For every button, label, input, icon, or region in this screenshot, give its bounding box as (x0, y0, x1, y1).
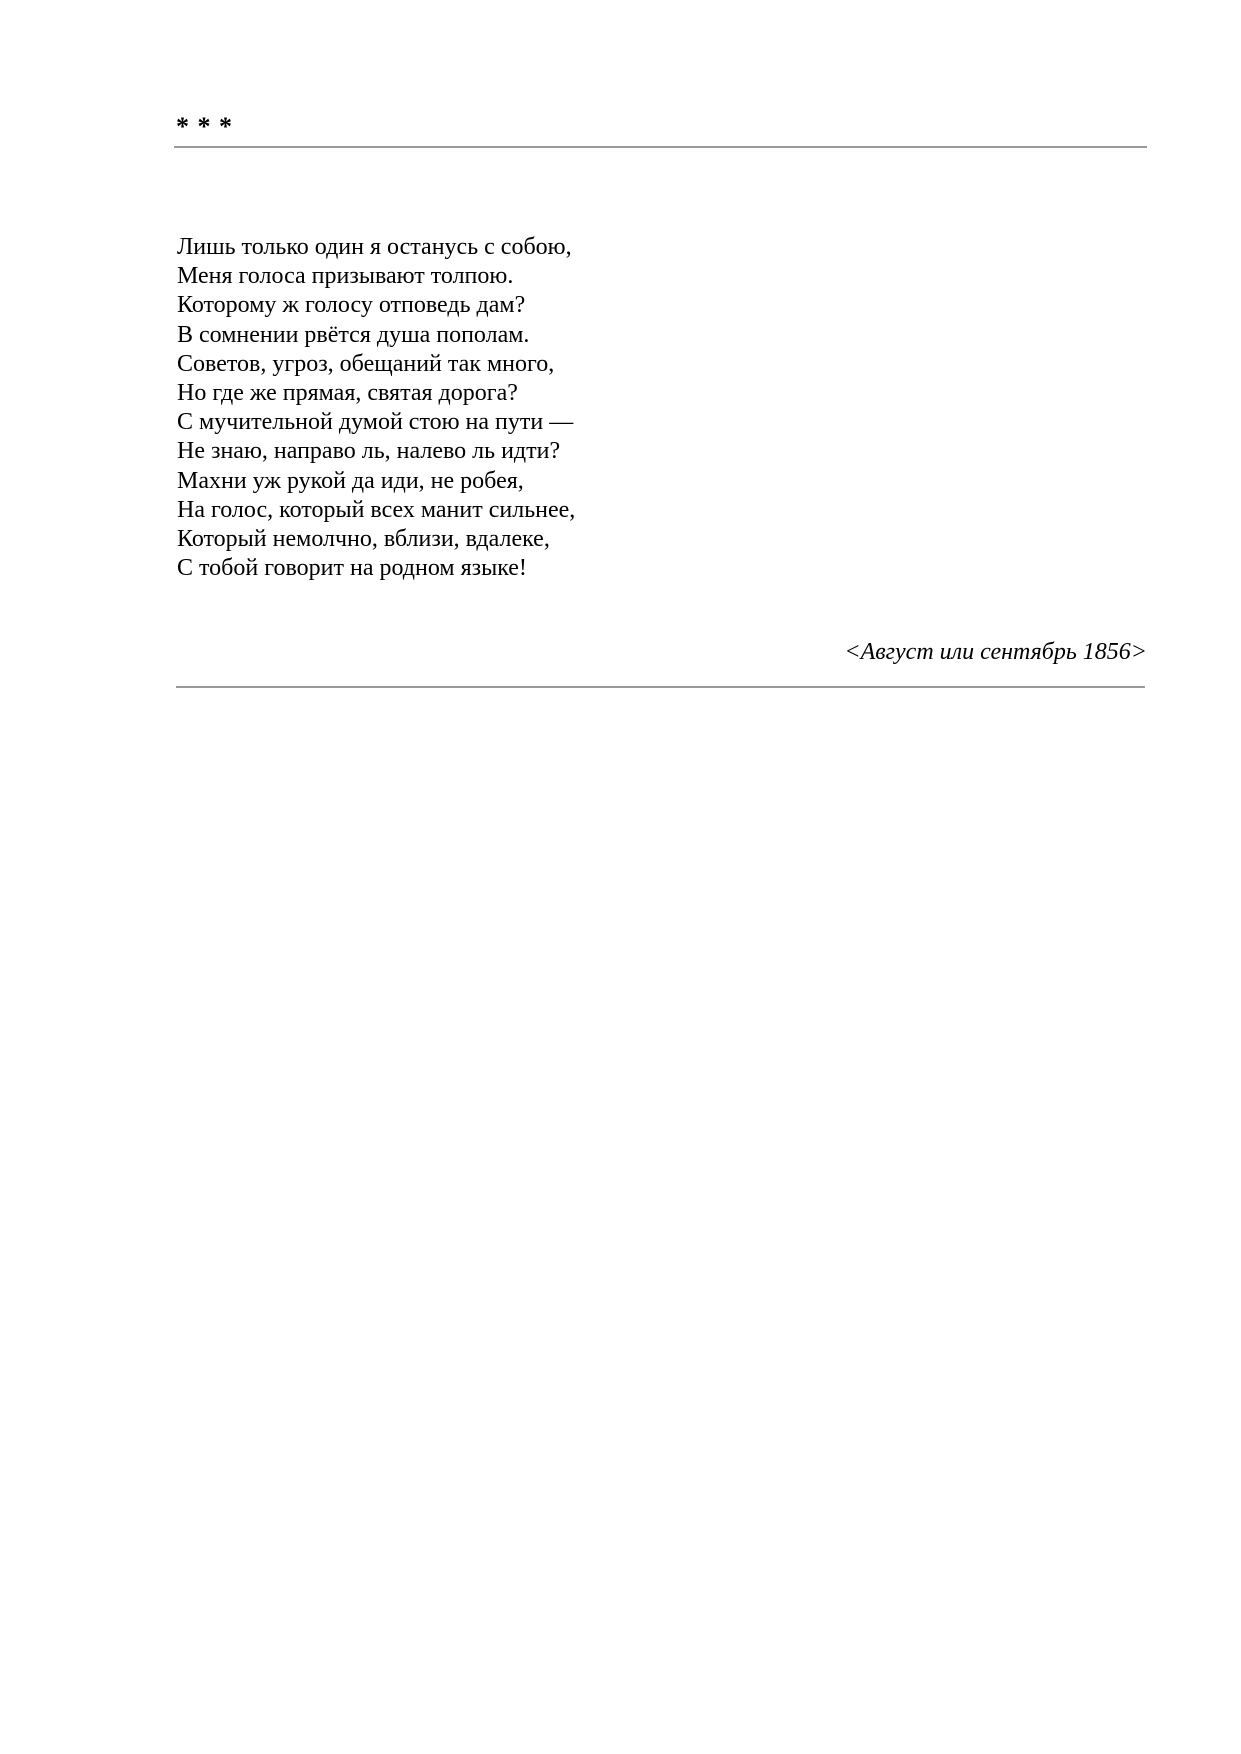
poem-line: Который немолчно, вблизи, вдалеке, (177, 526, 550, 553)
poem-line: Не знаю, направо ль, налево ль идти? (177, 438, 561, 465)
poem-body (177, 233, 877, 583)
poem-line: Махни уж рукой да иди, не робея, (177, 467, 524, 494)
poem-line: Лишь только один я останусь с собою, (177, 234, 572, 260)
bottom-divider (176, 686, 1145, 688)
poem-date: <Август или сентябрь 1856> (844, 639, 1147, 665)
poem-line: С тобой говорит на родном языке! (177, 555, 527, 582)
poem-line: С мучительной думой стою на пути — (177, 409, 574, 436)
poem-line: Меня голоса призывают толпою. (177, 263, 514, 290)
poem-line: На голос, который всех манит сильнее, (177, 496, 576, 523)
top-divider (174, 146, 1147, 148)
poem-line: Но где же прямая, святая дорога? (177, 380, 518, 407)
poem-line: В сомнении рвётся душа пополам. (177, 321, 530, 348)
poem-line: Советов, угроз, обещаний так много, (177, 350, 555, 377)
poem-line: Которому ж голосу отповедь дам? (177, 292, 526, 319)
poem-title: * * * (176, 112, 233, 141)
